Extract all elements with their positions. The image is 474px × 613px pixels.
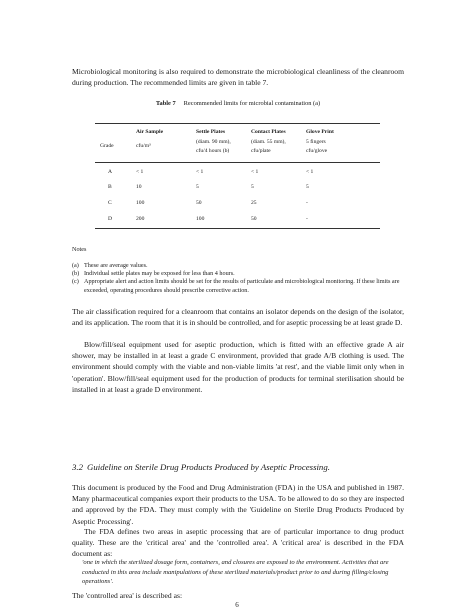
row-d-glove: - xyxy=(306,216,308,222)
fda-paragraph: This document is produced by the Food and Drug Administration (FDA) in the USA and published in 1987. Many pharmaceutical companies export their products to the USA. To be allowed to do so they are inspected and approved by the FDA. They must comply with the 'Guideline on Sterile Drug Products Produced by Aseptic Processing'. xyxy=(72,483,404,526)
note-item xyxy=(72,270,404,278)
row-c-glove: - xyxy=(306,200,308,206)
note-item xyxy=(72,278,404,294)
areas-paragraph: The FDA defines two areas in aseptic processing that are of particular importance to drug product quality. These are the 'critical area' and the 'controlled area'. A 'critical area' is described in the FDA document as: xyxy=(72,527,404,559)
note-text: Appropriate alert and action limits should be set for the results of particulate and microbiological monitoring. If these limits are exceeded, operating procedures should prescribe corrective action. xyxy=(84,278,400,294)
table-top-rule xyxy=(95,123,380,124)
row-d-grade: D xyxy=(108,216,113,222)
row-a-grade: A xyxy=(108,169,113,175)
row-a-settle: < 1 xyxy=(196,169,204,175)
critical-area-quote: 'one in which the sterilized dosage form, containers, and closures are exposed to the environment. Activities that are conducted in this area include manipulations of these sterilized materials/product prior to and during filling/closing operations'. xyxy=(82,559,389,586)
row-a-contact: < 1 xyxy=(251,169,259,175)
col-sub-air-sample: cfu/m³ xyxy=(136,143,151,149)
note-item xyxy=(72,262,404,270)
bfs-paragraph: Blow/fill/seal equipment used for aseptic production, which is fitted with an effective grade A air shower, may be installed in at least a grade C environment, provided that grade A/B clothing is used. The environment should comply with the viable and non-viable limits 'at rest', and the viable limit only when in 'operation'. Blow/fill/seal equipment used for the production of products for terminal sterilisation should be installed in at least a grade D environment. xyxy=(72,340,404,394)
col-sub2-contact-plates: cfu/plate xyxy=(251,148,271,154)
section-heading xyxy=(72,462,330,472)
table-caption-text: Recommended limits for microbial contamination (a) xyxy=(183,100,321,107)
col-sub2-settle-plates: cfu/4 hours (b) xyxy=(196,148,230,154)
controlled-area-line: The 'controlled area' is described as: xyxy=(72,591,183,600)
row-a-glove: < 1 xyxy=(306,169,314,175)
section-number: 3.2 xyxy=(72,462,83,472)
isolator-paragraph: The air classification required for a cleanroom that contains an isolator depends on the design of the isolator, and its application. The room that it is in should be controlled, and for aseptic processing be at least grade D. xyxy=(72,307,404,328)
grade-header: Grade xyxy=(100,143,114,149)
table-caption xyxy=(72,100,404,107)
row-d-contact: 50 xyxy=(251,216,257,222)
col-sub1-contact-plates: (diam. 55 mm), xyxy=(251,139,286,145)
note-text: Individual settle plates may be exposed for less than 4 hours. xyxy=(84,270,235,278)
note-key: (c) xyxy=(72,278,79,286)
table-caption-label: Table 7 xyxy=(155,100,176,107)
row-d-settle: 100 xyxy=(196,216,205,222)
row-b-grade: B xyxy=(108,184,112,190)
col-sub1-glove-print: 5 fingers xyxy=(306,139,326,145)
row-c-air: 100 xyxy=(136,200,145,206)
col-sub1-settle-plates: (diam. 90 mm), xyxy=(196,139,231,145)
page-number: 6 xyxy=(235,601,239,609)
table-header-rule xyxy=(95,162,380,163)
col-header-contact-plates: Contact Plates xyxy=(251,129,286,135)
row-c-settle: 50 xyxy=(196,200,202,206)
col-header-settle-plates: Settle Plates xyxy=(196,129,226,135)
notes-title: Notes xyxy=(72,246,87,253)
row-b-air: 10 xyxy=(136,184,142,190)
row-b-settle: 5 xyxy=(196,184,199,190)
col-header-glove-print: Glove Print xyxy=(306,129,334,135)
notes-list xyxy=(72,262,404,295)
intro-paragraph: Microbiological monitoring is also required to demonstrate the microbiological cleanliness of the cleanroom during production. The recommended limits are given in table 7. xyxy=(72,67,404,88)
note-text: These are average values. xyxy=(84,262,148,269)
note-key: (b) xyxy=(72,270,80,278)
row-c-grade: C xyxy=(108,200,112,206)
row-c-contact: 25 xyxy=(251,200,257,206)
row-b-glove: 5 xyxy=(306,184,309,190)
row-d-air: 200 xyxy=(136,216,145,222)
section-title: Guideline on Sterile Drug Products Produced by Aseptic Processing. xyxy=(87,462,330,472)
table-bottom-rule xyxy=(95,228,380,229)
col-header-air-sample: Air Sample xyxy=(136,129,164,135)
row-a-air: < 1 xyxy=(136,169,144,175)
note-key: (a) xyxy=(72,262,79,269)
row-b-contact: 5 xyxy=(251,184,254,190)
col-sub2-glove-print: cfu/glove xyxy=(306,148,328,154)
